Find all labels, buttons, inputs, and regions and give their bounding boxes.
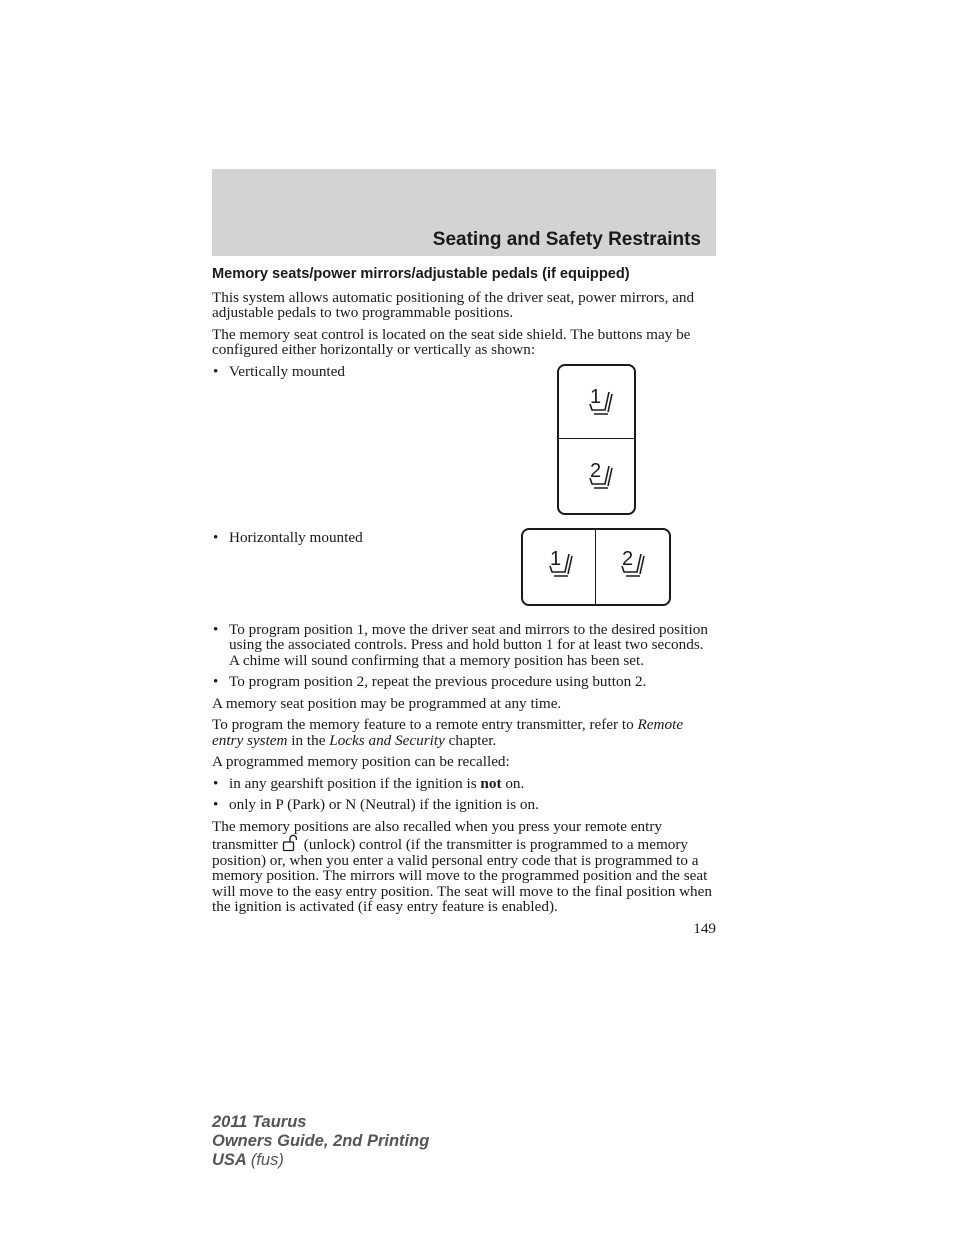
seat-memory-icon xyxy=(582,384,622,424)
footer-line-2: Owners Guide, 2nd Printing xyxy=(212,1132,430,1150)
program-anytime-paragraph: A memory seat position may be programmed at any time. xyxy=(212,694,562,712)
seat-memory-icon xyxy=(582,458,622,498)
remote-entry-system-reference: Remote entry system xyxy=(212,716,684,749)
bullet-program-position-2-text: To program position 2, repeat the previous procedure using button 2. xyxy=(229,673,647,690)
recall-intro-paragraph: A programmed memory position can be recalled: xyxy=(212,753,510,770)
memory-button-2-label: 2 xyxy=(622,547,634,570)
horizontal-figure-row xyxy=(212,530,716,622)
intro-paragraph-1: This system allows automatic positioning of the driver seat, power mirrors, and adjustable pedals to two programmable positions. xyxy=(212,288,695,321)
unlock-padlock-icon xyxy=(282,834,298,852)
bullet-program-position-1: • To program position 1, move the driver seat and mirrors to the desired position using the associated controls. Press and hold button 1 for at least two seconds. A chime will sound confirming that a memory position has been set. xyxy=(213,620,708,669)
remote-entry-paragraph: To program the memory feature to a remote entry transmitter, refer to Remote entry system in the Locks and Security chapter. xyxy=(212,716,684,749)
bullet-recall-gearshift: • in any gearshift position if the ignition is not on. xyxy=(213,774,525,792)
bullet-vertical: • Vertically mounted xyxy=(213,362,345,380)
section-title: Seating and Safety Restraints xyxy=(432,229,701,250)
footer-publication-info xyxy=(212,1113,429,1170)
bullet-horizontal: • Horizontally mounted xyxy=(213,528,363,546)
horizontal-memory-buttons-illustration xyxy=(521,528,671,606)
footer-line-3: USA (fus) xyxy=(212,1151,284,1169)
emphasis-not: not xyxy=(480,774,502,792)
seat-memory-icon xyxy=(542,546,582,586)
footer-line-1: 2011 Taurus xyxy=(212,1113,307,1131)
page-content xyxy=(212,267,716,936)
intro-paragraph-2: The memory seat control is located on the seat side shield. The buttons may be configured either horizontally or vertically as shown: xyxy=(212,325,691,358)
locks-and-security-reference: Locks and Security xyxy=(329,731,445,749)
bullet-recall-park-neutral: • only in P (Park) or N (Neutral) if the ignition is on. xyxy=(213,796,539,813)
section-heading: Memory seats/power mirrors/adjustable pedals (if equipped) xyxy=(212,266,630,282)
seat-memory-icon xyxy=(614,546,654,586)
memory-button-1-label: 1 xyxy=(550,547,562,570)
section-header-band xyxy=(212,169,716,256)
bullet-vertical-text: Vertically mounted xyxy=(229,362,345,380)
vertical-memory-buttons-illustration xyxy=(557,364,636,515)
page-number: 149 xyxy=(693,919,716,937)
memory-button-1-label: 1 xyxy=(590,385,602,408)
memory-button-2-label: 2 xyxy=(590,459,602,482)
bullet-program-position-2: • To program position 2, repeat the previous procedure using button 2. xyxy=(213,673,647,690)
vertical-figure-row xyxy=(212,364,716,530)
bullet-horizontal-text: Horizontally mounted xyxy=(229,528,363,546)
bullet-program-position-1-text: To program position 1, move the driver seat and mirrors to the desired position using the associated controls. Press and hold button 1 for at least two seconds. A chime will sound confirming that a memory position has been set. xyxy=(229,620,708,669)
recall-details-paragraph: The memory positions are also recalled when you press your remote entry transmitter (unlock) control (if the transmitter is programmed to a memory position) or, when you enter a valid personal entry code that is programmed to a memory position. The mirrors will move to the programmed position and the seat will move to the easy entry position. The seat will move to the final position when the ignition is activated (if easy entry feature is enabled). xyxy=(212,817,712,915)
